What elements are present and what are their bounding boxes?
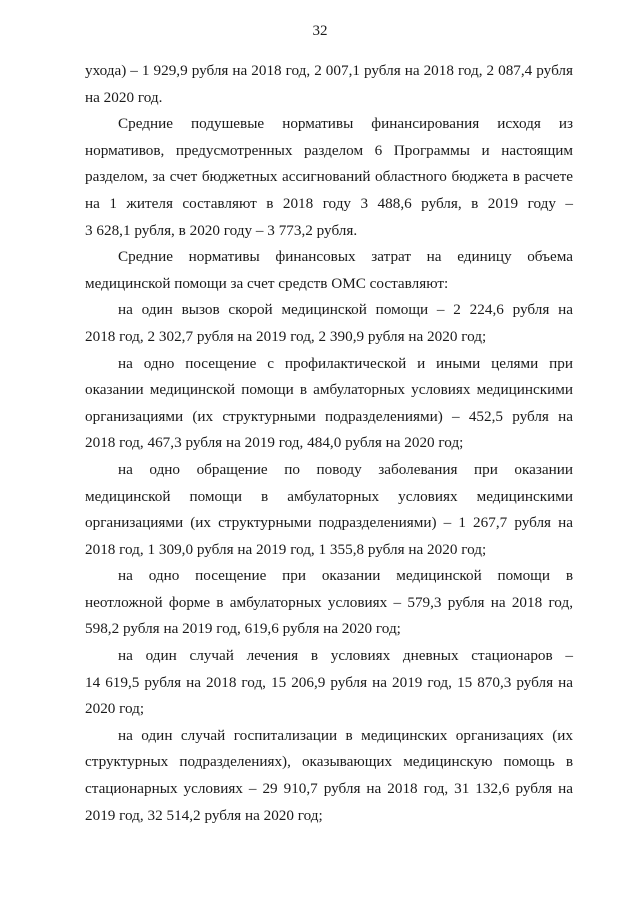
text-line: неотложной форме в амбулаторных условиях – 579,3 рубля на 2018 год, bbox=[85, 593, 573, 611]
text-line: на 2020 год. bbox=[85, 88, 163, 106]
text-line: 14 619,5 рубля на 2018 год, 15 206,9 рубля на 2019 год, 15 870,3 рубля на bbox=[85, 673, 573, 691]
paragraph-oms-norms-intro bbox=[85, 244, 573, 297]
text-line: организациями (их структурными подразделениями) – 1 267,7 рубля на bbox=[85, 514, 573, 532]
text-line: на одно обращение по поводу заболевания при оказании bbox=[118, 460, 573, 478]
paragraph-urgent-visit bbox=[85, 563, 573, 643]
text-line: медицинской помощи в амбулаторных условиях медицинскими bbox=[85, 487, 573, 505]
text-line: 2019 год, 32 514,2 рубля на 2020 год; bbox=[85, 806, 323, 824]
text-line: на один случай лечения в условиях дневных стационаров – bbox=[118, 647, 573, 665]
text-line: 3 628,1 рубля, в 2020 году – 3 773,2 рубля. bbox=[85, 221, 358, 239]
paragraph-hospitalization bbox=[85, 723, 573, 829]
paragraph-per-capita-norms bbox=[85, 111, 573, 244]
text-line: оказании медицинской помощи в амбулаторных условиях медицинскими bbox=[85, 381, 573, 399]
text-line: на одно посещение с профилактической и иными целями при bbox=[118, 354, 573, 372]
text-line: 2018 год, 467,3 рубля на 2019 год, 484,0 рубля на 2020 год; bbox=[85, 434, 464, 452]
text-line: стационарных условиях – 29 910,7 рубля на 2018 год, 31 132,6 рубля на bbox=[85, 780, 573, 798]
text-line: на один случай госпитализации в медицинских организациях (их bbox=[118, 726, 573, 744]
text-line: нормативов, предусмотренных разделом 6 Программы и настоящим bbox=[85, 141, 573, 159]
text-line: 2020 год; bbox=[85, 700, 145, 718]
text-line: Средние подушевые нормативы финансирования исходя из bbox=[118, 115, 573, 133]
text-line: структурных подразделениях), оказывающих медицинскую помощь в bbox=[85, 753, 573, 771]
text-line: на 1 жителя составляют в 2018 году 3 488,6 рубля, в 2019 году – bbox=[85, 194, 573, 212]
paragraph-continuation bbox=[85, 58, 573, 111]
paragraph-day-hospital bbox=[85, 643, 573, 723]
page-number: 32 bbox=[312, 23, 328, 39]
paragraph-preventive-visit bbox=[85, 351, 573, 457]
text-line: медицинской помощи за счет средств ОМС составляют: bbox=[85, 274, 449, 292]
text-line: Средние нормативы финансовых затрат на единицу объема bbox=[118, 248, 573, 266]
text-line: 2018 год, 1 309,0 рубля на 2019 год, 1 355,8 рубля на 2020 год; bbox=[85, 540, 487, 558]
text-line: 598,2 рубля на 2019 год, 619,6 рубля на 2020 год; bbox=[85, 620, 401, 638]
document-body bbox=[85, 58, 573, 829]
text-line: на один вызов скорой медицинской помощи – 2 224,6 рубля на bbox=[118, 301, 573, 319]
text-line: на одно посещение при оказании медицинской помощи в bbox=[118, 567, 573, 585]
paragraph-ambulance-call bbox=[85, 297, 573, 350]
text-line: ухода) – 1 929,9 рубля на 2018 год, 2 007,1 рубля на 2018 год, 2 087,4 рубля bbox=[85, 62, 573, 79]
paragraph-disease-appeal bbox=[85, 457, 573, 563]
text-line: организациями (их структурными подразделениями) – 452,5 рубля на bbox=[85, 407, 573, 425]
text-line: 2018 год, 2 302,7 рубля на 2019 год, 2 390,9 рубля на 2020 год; bbox=[85, 327, 487, 345]
text-line: разделом, за счет бюджетных ассигнований областного бюджета в расчете bbox=[85, 168, 573, 186]
